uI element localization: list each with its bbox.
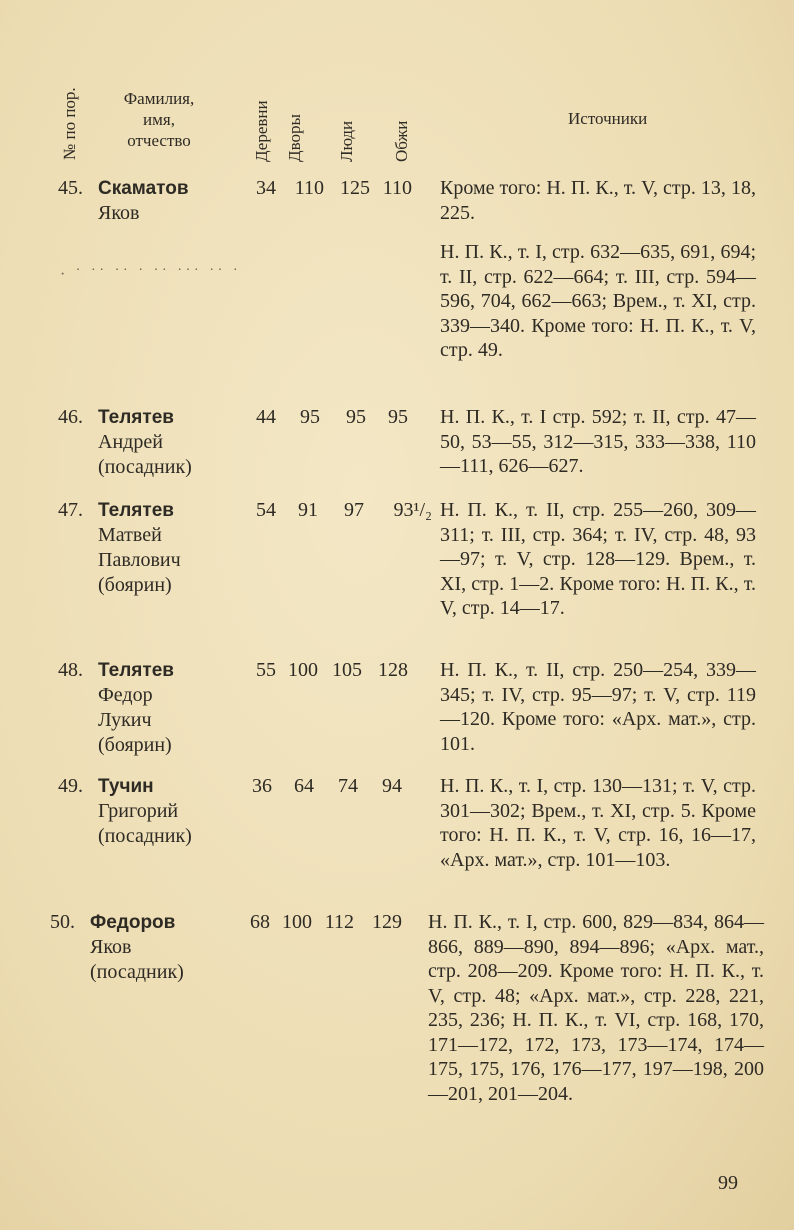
people-value: 105 bbox=[332, 659, 362, 681]
yards-value: 95 bbox=[300, 406, 320, 428]
surname: Телятев bbox=[98, 660, 174, 681]
header-name-line-3: отчество bbox=[127, 131, 191, 150]
name-line: Федор bbox=[98, 684, 153, 706]
row-name bbox=[98, 405, 192, 480]
yards-value: 91 bbox=[298, 499, 318, 521]
row-number: 48. bbox=[58, 659, 83, 681]
people-value: 125 bbox=[340, 177, 370, 199]
page-number: 99 bbox=[718, 1172, 738, 1194]
header-people: Люди bbox=[337, 120, 356, 162]
header-sources: Источники bbox=[568, 109, 648, 128]
name-line: (посадник) bbox=[98, 456, 192, 478]
sources-text: Н. П. К., т. II, стр. 250—254, 339—345; т. IV, стр. 95—97; т. V, стр. 119—120. Кроме того: «Арх. мат.», стр. 101. bbox=[440, 659, 756, 755]
surname: Федоров bbox=[90, 912, 176, 933]
people-value: 74 bbox=[338, 775, 358, 797]
row-number: 49. bbox=[58, 775, 83, 797]
header-name-column bbox=[104, 88, 214, 151]
name-line: (посадник) bbox=[90, 961, 184, 983]
header-name-line-1: Фамилия, bbox=[123, 89, 195, 108]
yards-value: 100 bbox=[288, 659, 318, 681]
header-number-column: № по пор. bbox=[60, 87, 79, 160]
row-number: 46. bbox=[58, 406, 83, 428]
row-number: 45. bbox=[58, 177, 83, 199]
row-name bbox=[98, 176, 189, 226]
sources-text: Кроме того: Н. П. К., т. V, стр. 13, 18, 225. bbox=[440, 177, 756, 224]
header-yards: Дворы bbox=[285, 114, 304, 162]
obzhi-value: 129 bbox=[372, 911, 402, 933]
villages-value: 68 bbox=[250, 911, 270, 933]
row-name bbox=[98, 658, 174, 758]
row-name bbox=[90, 910, 184, 985]
yards-value: 64 bbox=[294, 775, 314, 797]
people-value: 95 bbox=[346, 406, 366, 428]
name-line: Андрей bbox=[98, 431, 163, 453]
name-line: (боярин) bbox=[98, 574, 172, 596]
row-number: 47. bbox=[58, 499, 83, 521]
surname: Телятев bbox=[98, 407, 174, 428]
name-line: Яков bbox=[90, 936, 132, 958]
name-line: Павлович bbox=[98, 549, 181, 571]
surname: Тучин bbox=[98, 776, 154, 797]
sources-text: Н. П. К., т. I, стр. 130—131; т. V, стр. 301—302; Врем., т. XI, стр. 5. Кроме того: Н. П. К., т. V, стр. 16, 16—17, «Арх. мат.», стр. 101—103. bbox=[440, 775, 756, 871]
villages-value: 36 bbox=[252, 775, 272, 797]
yards-value: 110 bbox=[294, 177, 324, 199]
obzhi-value: 128 bbox=[378, 659, 408, 681]
villages-value: 54 bbox=[256, 499, 276, 521]
surname: Скаматов bbox=[98, 178, 189, 199]
yards-value: 100 bbox=[282, 911, 312, 933]
header-name-line-2: имя, bbox=[143, 110, 175, 129]
obzhi-value: 94 bbox=[382, 775, 402, 797]
people-value: 112 bbox=[324, 911, 354, 933]
name-line: Матвей bbox=[98, 524, 162, 546]
name-line: Лукич bbox=[98, 709, 152, 731]
row-number: 50. bbox=[50, 911, 75, 933]
name-line: (посадник) bbox=[98, 825, 192, 847]
row-name bbox=[98, 498, 181, 598]
villages-value: 44 bbox=[256, 406, 276, 428]
header-villages: Деревни bbox=[252, 100, 271, 162]
obzhi-value: 110 bbox=[382, 177, 412, 199]
sources-text: Н. П. К., т. I стр. 592; т. II, стр. 47—50, 53—55, 312—315, 333—338, 110—111, 626—627. bbox=[440, 406, 756, 477]
sources-text: Н. П. К., т. I, стр. 600, 829—834, 864—866, 889—890, 894—896; «Арх. мат., стр. 208—209. Кроме того: Н. П. К., т. V, стр. 48; «Арх. мат.», стр. 228, 221, 235, 236; Н. П. К., т. VI, стр. 168, 170, 171—172, 172, 173, 173—174, 174—175, 175, 176, 176—177, 197—198, 200—201, 201—204. bbox=[428, 911, 764, 1105]
sources-text: Н. П. К., т. I, стр. 632—635, 691, 694; т. II, стр. 622—664; т. III, стр. 594—596, 704, 662—663; Врем., т. XI, стр. 339—340. Кроме того: Н. П. К., т. V, стр. 49. bbox=[440, 241, 756, 361]
people-value: 97 bbox=[344, 499, 364, 521]
surname: Телятев bbox=[98, 500, 174, 521]
row-name bbox=[98, 774, 192, 849]
header-obzhi: Обжи bbox=[392, 120, 411, 162]
name-line: Григорий bbox=[98, 800, 179, 822]
villages-value: 34 bbox=[256, 177, 276, 199]
name-line: Яков bbox=[98, 202, 140, 224]
obzhi-value: 93¹/₂ bbox=[393, 499, 432, 521]
villages-value: 55 bbox=[256, 659, 276, 681]
faded-print-marks: · ˙ ˙˙ ˙˙ ˙ ˙˙ ˙˙˙ ˙˙ ˙ bbox=[60, 266, 241, 283]
name-line: (боярин) bbox=[98, 734, 172, 756]
obzhi-value: 95 bbox=[388, 406, 408, 428]
sources-text: Н. П. К., т. II, стр. 255—260, 309—311; т. III, стр. 364; т. IV, стр. 48, 93—97; т. V, стр. 128—129. Врем., т. XI, стр. 1—2. Кроме того: Н. П. К., т. V, стр. 14—17. bbox=[440, 499, 756, 619]
